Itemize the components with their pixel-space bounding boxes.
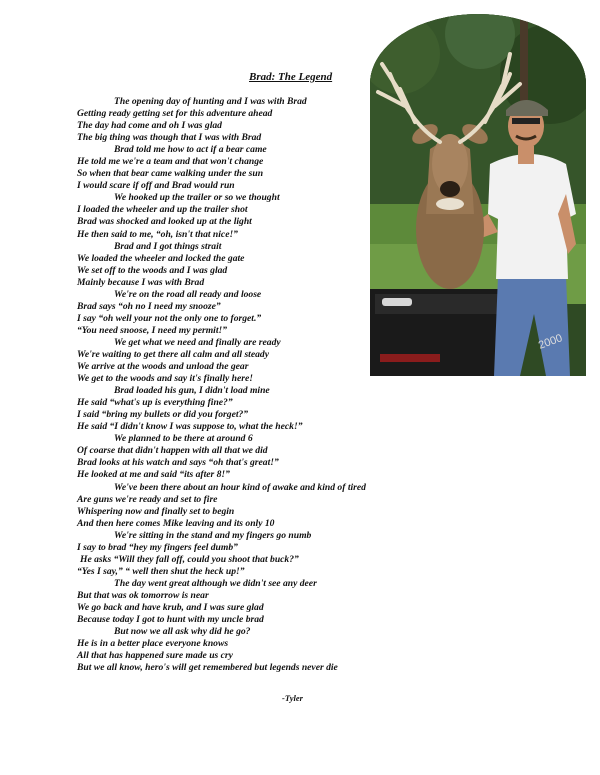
hunter-photo	[370, 14, 586, 376]
poem-line: But that was ok tomorrow is near	[77, 589, 209, 601]
poem-line: But we all know, hero's will get remembered but legends never die	[77, 662, 338, 674]
poem-line: He said “I didn't know I was suppose to, what the heck!”	[77, 421, 303, 433]
poem-line: He looked at me and said “its after 8!”	[77, 469, 230, 481]
poem-line: Whispering now and finally set to begin	[77, 505, 235, 517]
poem-line: So when that bear came walking under the sun	[77, 168, 264, 180]
poem-line: We hooked up the trailer or so we thought	[114, 192, 280, 204]
poem-line: He asks “Will they fall off, could you shoot that buck?”	[80, 553, 299, 565]
poem-line: He told me we're a team and that won't change	[77, 156, 264, 168]
poem-line: We set off to the woods and I was glad	[77, 264, 228, 276]
poem-line: I loaded the wheeler and up the trailer shot	[77, 204, 248, 216]
poem-line: Because today I got to hunt with my uncle brad	[77, 614, 264, 626]
poem-body	[77, 96, 397, 674]
poem-line: Are guns we're ready and set to fire	[77, 493, 218, 505]
poem-line: We're on the road all ready and loose	[114, 288, 262, 300]
poem-line: We get what we need and finally are ready	[114, 336, 281, 348]
poem-line: We planned to be there at around 6	[114, 433, 253, 445]
poem-line: “Yes I say,” “ well then shut the heck up!”	[77, 565, 245, 577]
poem-line: Brad looks at his watch and says “oh that's great!”	[77, 457, 279, 469]
poem-line: Getting ready getting set for this adventure ahead	[77, 108, 273, 120]
poem-line: We're waiting to get there all calm and all steady	[77, 348, 269, 360]
poem-author: -Tyler	[282, 693, 303, 703]
poem-line: We've been there about an hour kind of awake and kind of tired	[114, 481, 366, 493]
poem-line: “You need snoose, I need my permit!”	[77, 324, 228, 336]
poem-line: Brad and I got things strait	[114, 240, 222, 252]
poem-title: Brad: The Legend	[249, 71, 333, 83]
photo-date-mark: 2000	[536, 332, 565, 352]
poem-line: Of coarse that didn't happen with all that we did	[77, 445, 268, 457]
poem-line: Brad told me how to act if a bear came	[114, 144, 267, 156]
poem-line: The day went great although we didn't see any deer	[114, 577, 317, 589]
poem-line: We arrive at the woods and unload the gear	[77, 361, 249, 373]
hunter-with-deer-mount-image	[370, 14, 586, 376]
poem-line: Brad loaded his gun, I didn't load mine	[114, 385, 270, 397]
poem-line: The day had come and oh I was glad	[77, 120, 222, 132]
poem-line: The opening day of hunting and I was with Brad	[114, 96, 307, 107]
poem-line: He said “what's up is everything fine?”	[77, 397, 233, 409]
poem-line: I said “bring my bullets or did you forget?”	[77, 409, 249, 421]
poem-line: I say “oh well your not the only one to forget.”	[77, 312, 262, 324]
poem-line: He then said to me, “oh, isn't that nice!”	[77, 228, 238, 240]
poem-line: And then here comes Mike leaving and its only 10	[77, 517, 275, 529]
poem-line: Mainly because I was with Brad	[77, 276, 205, 288]
poem-line: He is in a better place everyone knows	[77, 638, 229, 650]
poem-line: We go back and have krub, and I was sure glad	[77, 601, 264, 613]
poem-line: Brad says “oh no I need my snooze”	[77, 300, 221, 312]
poem-line: We're sitting in the stand and my fingers go numb	[114, 529, 312, 541]
poem-line: I say to brad “hey my fingers feel dumb”	[77, 541, 238, 553]
poem-line: We loaded the wheeler and locked the gate	[77, 252, 245, 264]
poem-line: But now we all ask why did he go?	[114, 626, 251, 638]
poem-line: I would scare if off and Brad would run	[77, 180, 235, 192]
poem-line: All that has happened sure made us cry	[77, 650, 233, 662]
poem-line: We get to the woods and say it's finally here!	[77, 373, 253, 385]
poem-line: The big thing was though that I was with Brad	[77, 132, 262, 144]
poem-line: Brad was shocked and looked up at the light	[77, 216, 252, 228]
